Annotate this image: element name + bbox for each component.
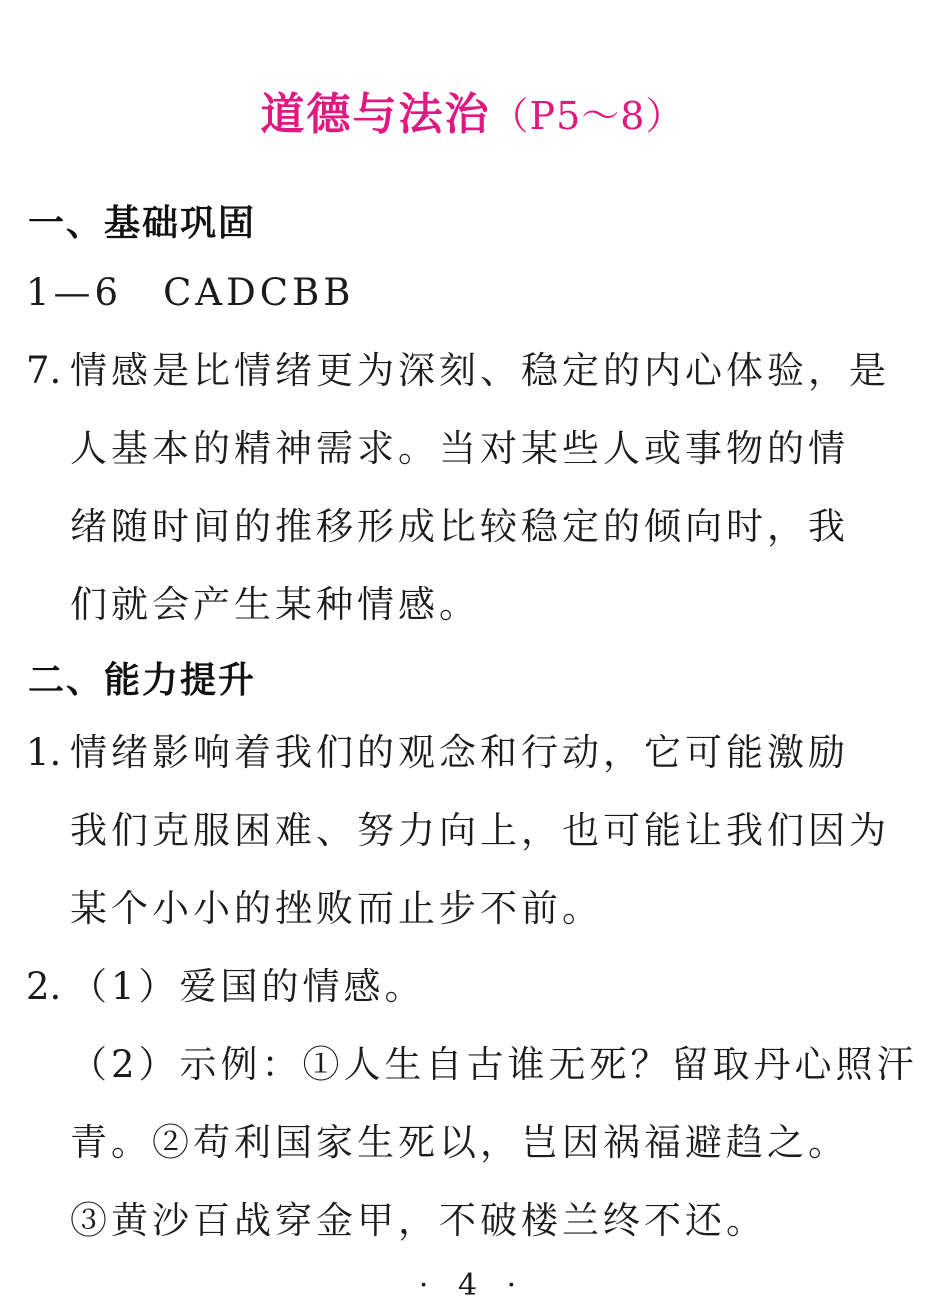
- question-number-2: 2.: [26, 965, 62, 1008]
- section-heading-basics: 一、基础巩固: [28, 203, 257, 244]
- answer-text: （1）爱国的情感。: [70, 965, 426, 1008]
- answer-line: 某个小小的挫败而止步不前。: [70, 887, 603, 930]
- answer-line-choice: 1—6 CADCBB: [26, 271, 355, 314]
- question-number-7: 7.: [26, 349, 62, 392]
- answer-line: 青。②苟利国家生死以，岂因祸福避趋之。: [70, 1121, 849, 1164]
- answer-line: 绪随时间的推移形成比较稳定的倾向时，我: [70, 505, 849, 548]
- section-heading-ability: 二、能力提升: [28, 660, 257, 701]
- page-range: （P5～8）: [490, 94, 685, 138]
- answer-line: 们就会产生某种情感。: [70, 583, 480, 626]
- answer-line: 人基本的精神需求。当对某些人或事物的情: [70, 427, 849, 470]
- page-title: [0, 78, 945, 142]
- answer-line-q1: [26, 722, 849, 776]
- page-number: · 4 ·: [418, 1268, 527, 1303]
- subject-title: 道德与法治: [260, 89, 491, 140]
- answer-line: ③黄沙百战穿金甲，不破楼兰终不还。: [70, 1199, 767, 1242]
- question-number-1: 1.: [26, 731, 62, 774]
- answer-line: 我们克服困难、努力向上，也可能让我们因为: [70, 809, 890, 852]
- answer-line: （2）示例：①人生自古谁无死？留取丹心照汗: [70, 1043, 918, 1086]
- answer-line-q7: [26, 340, 890, 394]
- answer-text: 情感是比情绪更为深刻、稳定的内心体验，是: [70, 349, 890, 392]
- answer-line-q2: [26, 956, 426, 1010]
- answer-text: 情绪影响着我们的观念和行动，它可能激励: [70, 731, 849, 774]
